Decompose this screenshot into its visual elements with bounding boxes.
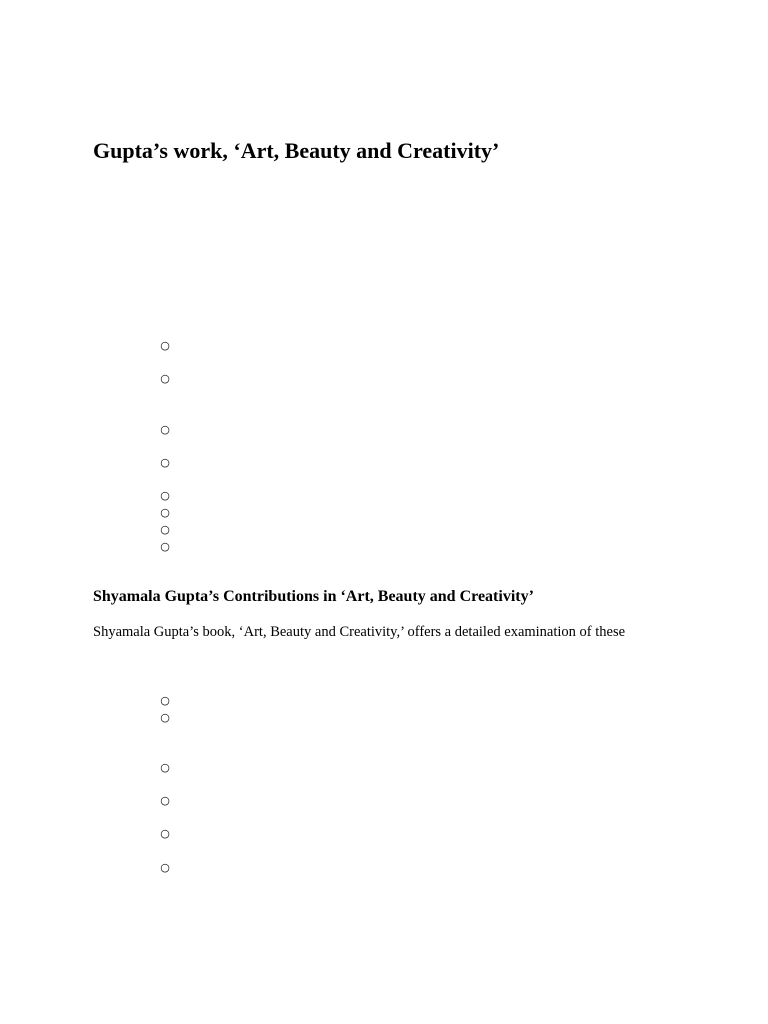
list-bullet-icon: ○ [160,456,170,469]
list-bullet-icon: ○ [160,761,170,774]
section-paragraph: Shyamala Gupta’s book, ‘Art, Beauty and Creativity,’ offers a detailed examination of these [93,624,626,640]
list-bullet-icon: ○ [160,861,170,874]
list-bullet-icon: ○ [160,794,170,807]
list-bullet-icon: ○ [160,423,170,436]
section-heading: Shyamala Gupta’s Contributions in ‘Art, Beauty and Creativity’ [93,588,534,605]
page-title: Gupta’s work, ‘Art, Beauty and Creativity’ [93,138,500,163]
list-bullet-icon: ○ [160,489,170,502]
list-bullet-icon: ○ [160,339,170,352]
list-bullet-icon: ○ [160,711,170,724]
list-bullet-icon: ○ [160,506,170,519]
list-bullet-icon: ○ [160,372,170,385]
list-bullet-icon: ○ [160,694,170,707]
list-bullet-icon: ○ [160,523,170,536]
list-bullet-icon: ○ [160,540,170,553]
list-bullet-icon: ○ [160,827,170,840]
